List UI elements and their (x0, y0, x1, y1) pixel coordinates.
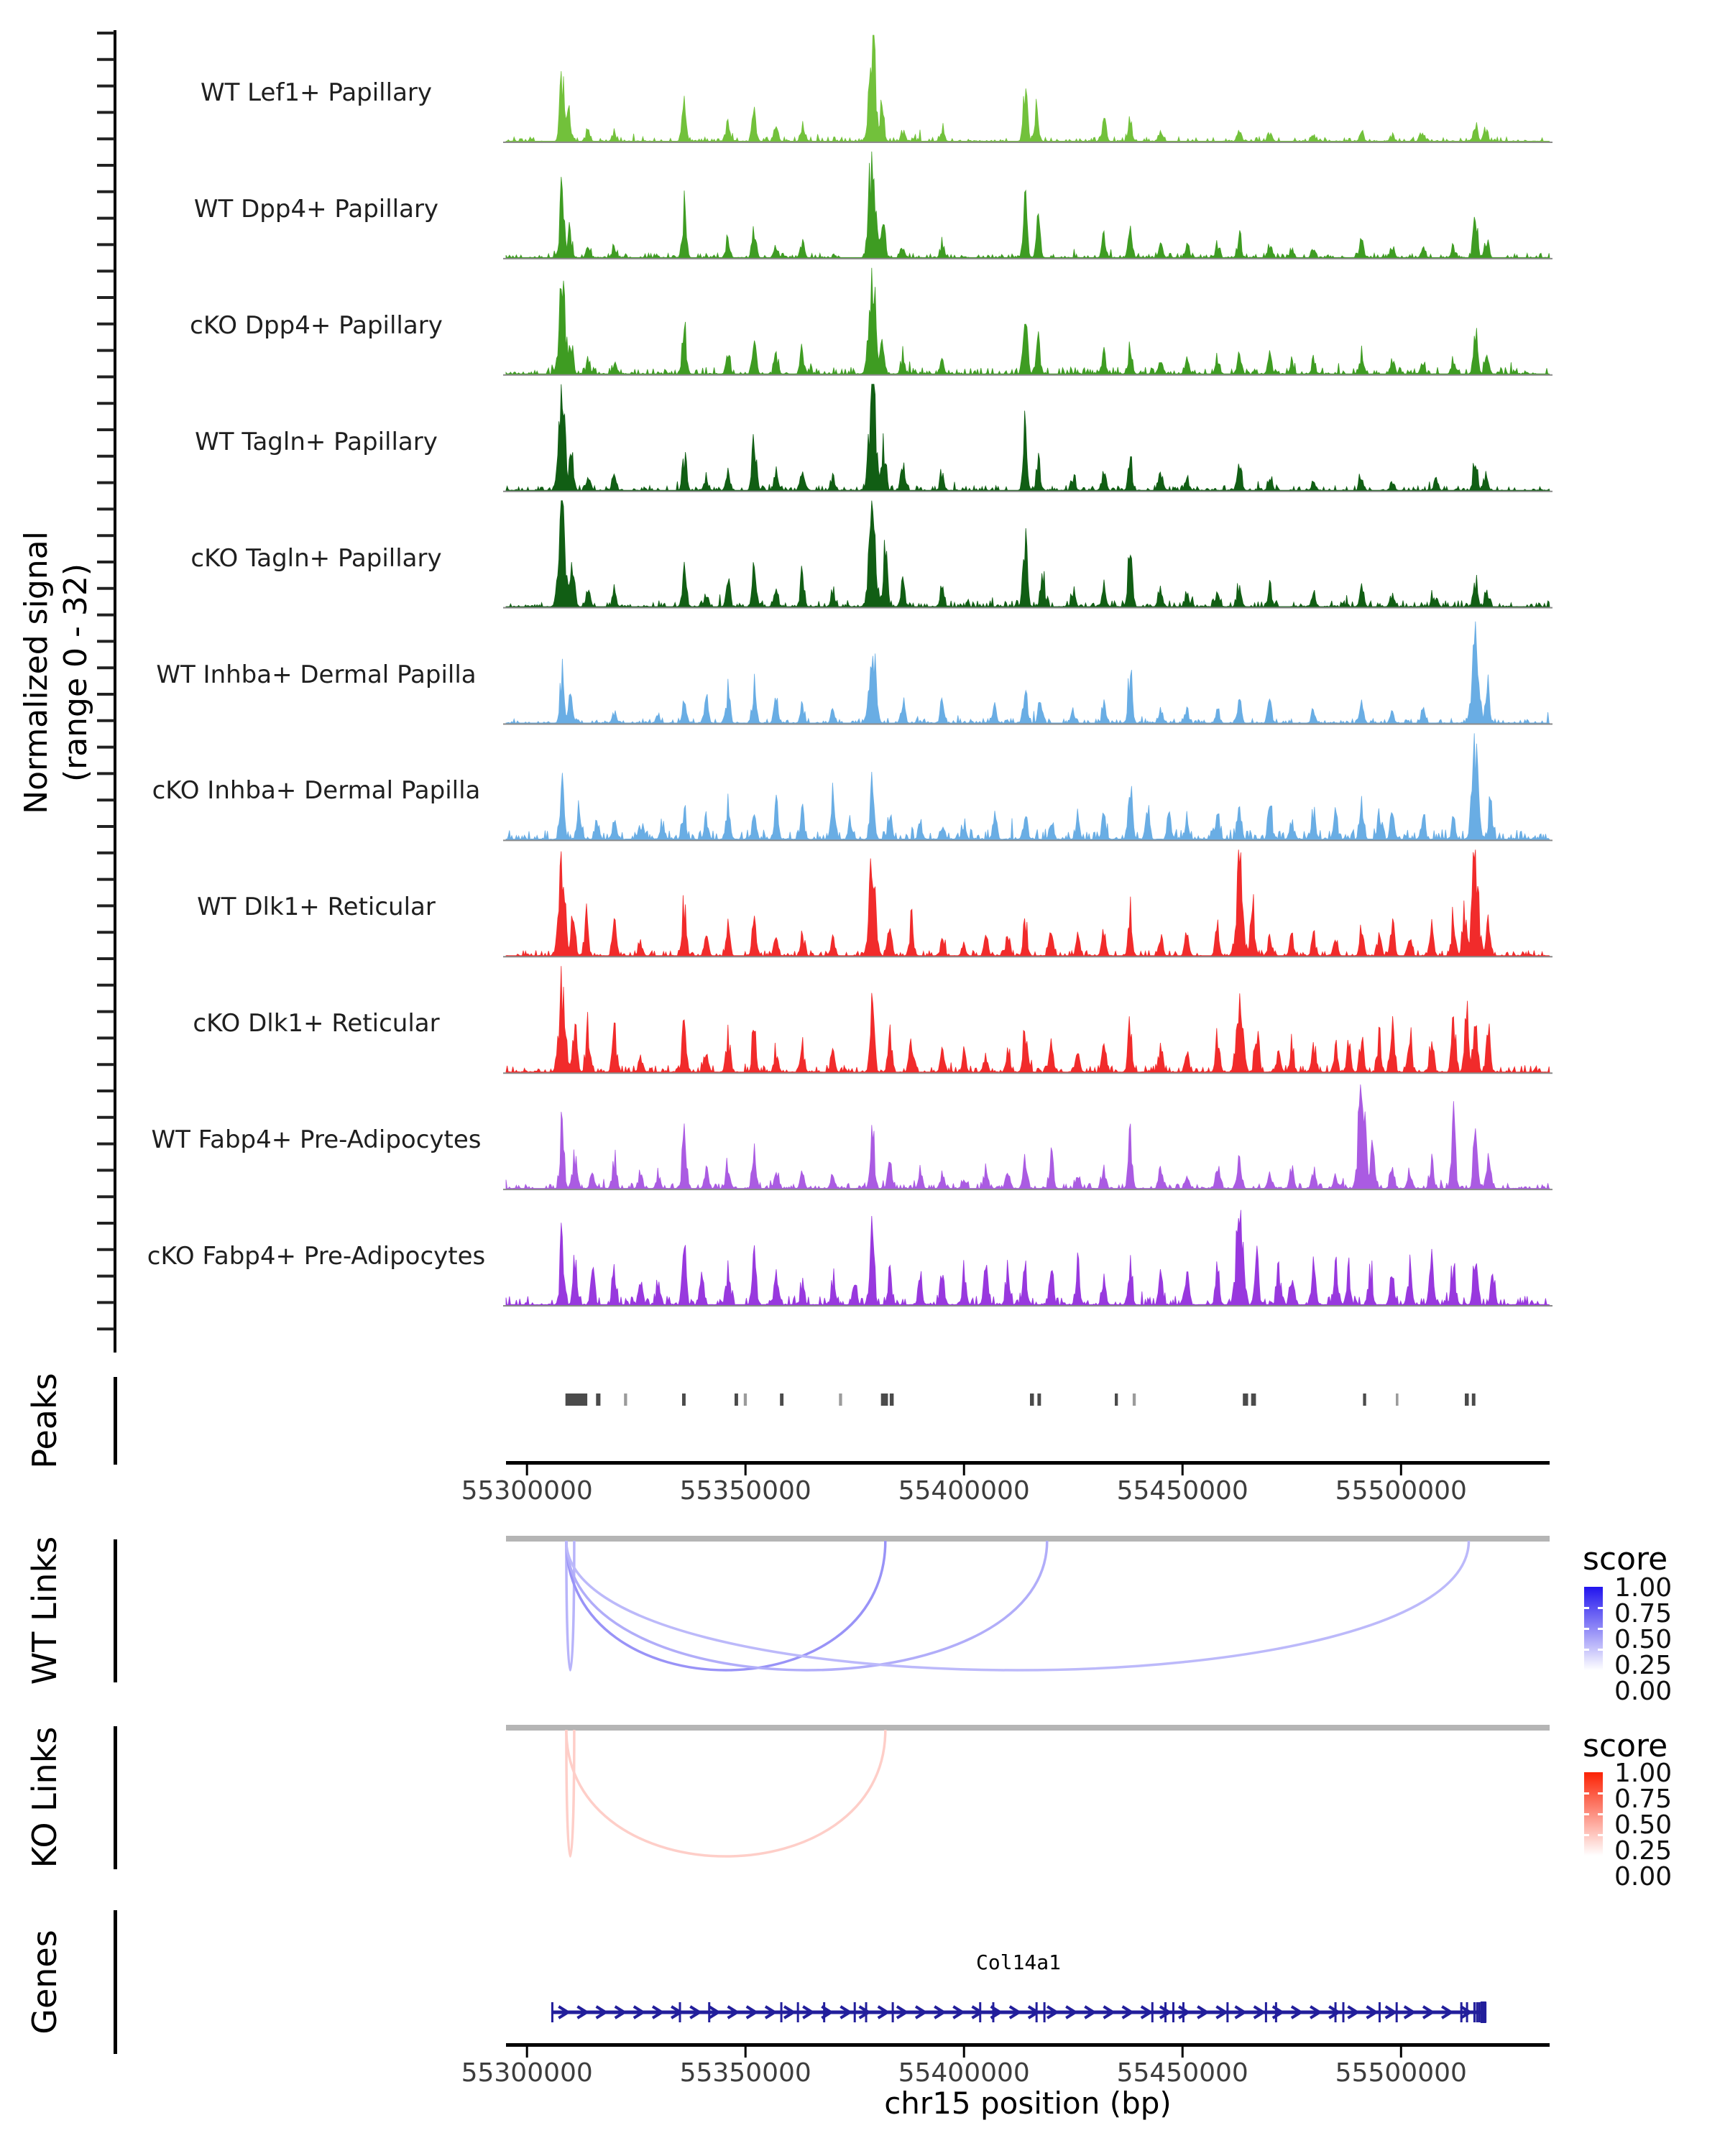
colorbar-notch (1598, 1834, 1603, 1836)
gene-end-exon-block (1481, 2001, 1486, 2023)
x-axis-bottom (506, 2043, 1550, 2058)
ko-score-legend-ticks (1614, 1759, 1673, 1892)
signal-track (503, 152, 1552, 259)
legend-tick-label: 0.00 (1614, 1862, 1673, 1892)
peak-interval (890, 1393, 894, 1406)
x-axis-title: chr15 position (bp) (884, 2086, 1172, 2121)
signal-track (503, 268, 1552, 375)
legend-tick-label: 0.75 (1614, 1599, 1673, 1628)
track-label-wt-inhba: WT Inhba+ Dermal Papilla (156, 660, 477, 689)
links-baseline-bar (506, 1536, 1550, 1542)
x-tick-label: 55350000 (679, 1476, 811, 1506)
signal-track-path (506, 1210, 1550, 1305)
peaks-section-label: Peaks (25, 1373, 64, 1469)
x-tick-label: 55500000 (1335, 2058, 1467, 2088)
signal-track (503, 849, 1552, 957)
signal-track-path (506, 733, 1550, 839)
signal-axis-title (17, 531, 96, 814)
wt-links-section-label: WT Links (25, 1536, 64, 1685)
track-label-wt-dpp4: WT Dpp4+ Papillary (193, 194, 439, 224)
signal-track (503, 733, 1552, 840)
signal-track-path (506, 966, 1550, 1072)
track-label-wt-fabp4: WT Fabp4+ Pre-Adipocytes (151, 1125, 482, 1155)
peak-interval (1030, 1393, 1034, 1406)
legend-tick-label: 1.00 (1614, 1573, 1673, 1603)
peak-interval (1465, 1393, 1469, 1406)
peak-interval (881, 1393, 888, 1406)
signal-track (503, 384, 1552, 492)
colorbar-notch (1584, 1607, 1589, 1609)
signal-track-path (506, 152, 1550, 258)
x-tick-label: 55500000 (1335, 1476, 1467, 1506)
signal-track (503, 966, 1552, 1073)
track-label-wt-lef1: WT Lef1+ Papillary (200, 78, 433, 107)
track-label-wt-tagln: WT Tagln+ Papillary (195, 427, 438, 456)
signal-track-path (506, 501, 1550, 607)
x-axis-top (506, 1461, 1550, 1475)
signal-track (503, 1210, 1552, 1306)
signal-axis-title-line1: Normalized signal (18, 531, 55, 814)
gene-model (552, 2001, 1486, 2023)
signal-track-path (506, 849, 1550, 956)
colorbar-notch (1584, 1628, 1589, 1630)
peak-interval (1243, 1393, 1248, 1406)
ko-score-legend-title: score (1583, 1728, 1668, 1764)
link-arc (566, 1541, 886, 1670)
peak-interval (735, 1393, 738, 1406)
colorbar-notch (1598, 1792, 1603, 1795)
signal-track (503, 1084, 1552, 1189)
links-baseline-bar (506, 1725, 1550, 1731)
colorbar-notch (1584, 1834, 1589, 1836)
track-label-cko-fabp4: cKO Fabp4+ Pre-Adipocytes (147, 1242, 486, 1271)
peak-interval (596, 1393, 600, 1406)
track-label-cko-dpp4: cKO Dpp4+ Papillary (190, 310, 443, 340)
legend-tick-label: 0.25 (1614, 1651, 1673, 1680)
peak-interval (1037, 1393, 1041, 1406)
track-label-wt-dlk1: WT Dlk1+ Reticular (197, 893, 436, 922)
signal-y-axis (97, 30, 115, 1353)
peak-interval (1133, 1393, 1136, 1406)
peak-interval (1115, 1393, 1118, 1406)
signal-track-path (506, 35, 1550, 142)
track-label-cko-inhba: cKO Inhba+ Dermal Papilla (152, 776, 481, 806)
genes-section-label: Genes (25, 1930, 64, 2035)
link-arc (566, 1730, 886, 1856)
legend-tick-label: 0.50 (1614, 1810, 1673, 1840)
peak-interval (1396, 1393, 1399, 1406)
signal-track (503, 622, 1552, 724)
x-tick-label: 55400000 (898, 1476, 1030, 1506)
peak-interval (780, 1393, 783, 1406)
legend-tick-label: 1.00 (1614, 1759, 1673, 1788)
peak-interval (839, 1393, 842, 1406)
track-label-cko-tagln: cKO Tagln+ Papillary (190, 543, 442, 573)
signal-track (503, 35, 1552, 142)
peaks-row (566, 1393, 1476, 1406)
colorbar-notch (1598, 1649, 1603, 1651)
peak-interval (624, 1393, 627, 1406)
x-tick-label: 55450000 (1116, 2058, 1248, 2088)
signal-track (503, 501, 1552, 608)
signal-track-path (506, 1084, 1550, 1189)
gene-name-label: Col14a1 (975, 1950, 1062, 1974)
wt-score-colorbar (1584, 1587, 1603, 1670)
legend-tick-label: 0.75 (1614, 1784, 1673, 1814)
signal-track-path (506, 268, 1550, 374)
signal-axis-title-line2: (range 0 - 32) (58, 563, 94, 783)
x-tick-label: 55400000 (898, 2058, 1030, 2088)
track-label-cko-dlk1: cKO Dlk1+ Reticular (193, 1009, 440, 1038)
x-tick-label: 55300000 (461, 1476, 593, 1506)
colorbar-notch (1584, 1792, 1589, 1795)
colorbar-notch (1598, 1607, 1603, 1609)
legend-tick-label: 0.00 (1614, 1677, 1673, 1706)
x-tick-label: 55450000 (1116, 1476, 1248, 1506)
peak-interval (566, 1393, 587, 1406)
ko-links-section-label: KO Links (25, 1726, 64, 1869)
signal-track-path (506, 622, 1550, 724)
x-tick-label: 55350000 (679, 2058, 811, 2088)
signal-track-path (506, 384, 1550, 491)
ko-score-colorbar (1584, 1772, 1603, 1856)
colorbar-notch (1584, 1649, 1589, 1651)
wt-links-arcs (506, 1536, 1550, 1670)
peak-interval (682, 1393, 686, 1406)
legend-tick-label: 0.25 (1614, 1836, 1673, 1866)
legend-tick-label: 0.50 (1614, 1625, 1673, 1654)
wt-score-legend-title: score (1583, 1541, 1668, 1577)
x-tick-label: 55300000 (461, 2058, 593, 2088)
colorbar-notch (1598, 1813, 1603, 1815)
wt-score-legend-ticks (1614, 1573, 1673, 1706)
peak-interval (744, 1393, 747, 1406)
peak-interval (1251, 1393, 1256, 1406)
colorbar-notch (1584, 1813, 1589, 1815)
ko-links-arcs (506, 1725, 1550, 1856)
colorbar-notch (1598, 1628, 1603, 1630)
peak-interval (1363, 1393, 1366, 1406)
peak-interval (1472, 1393, 1476, 1406)
